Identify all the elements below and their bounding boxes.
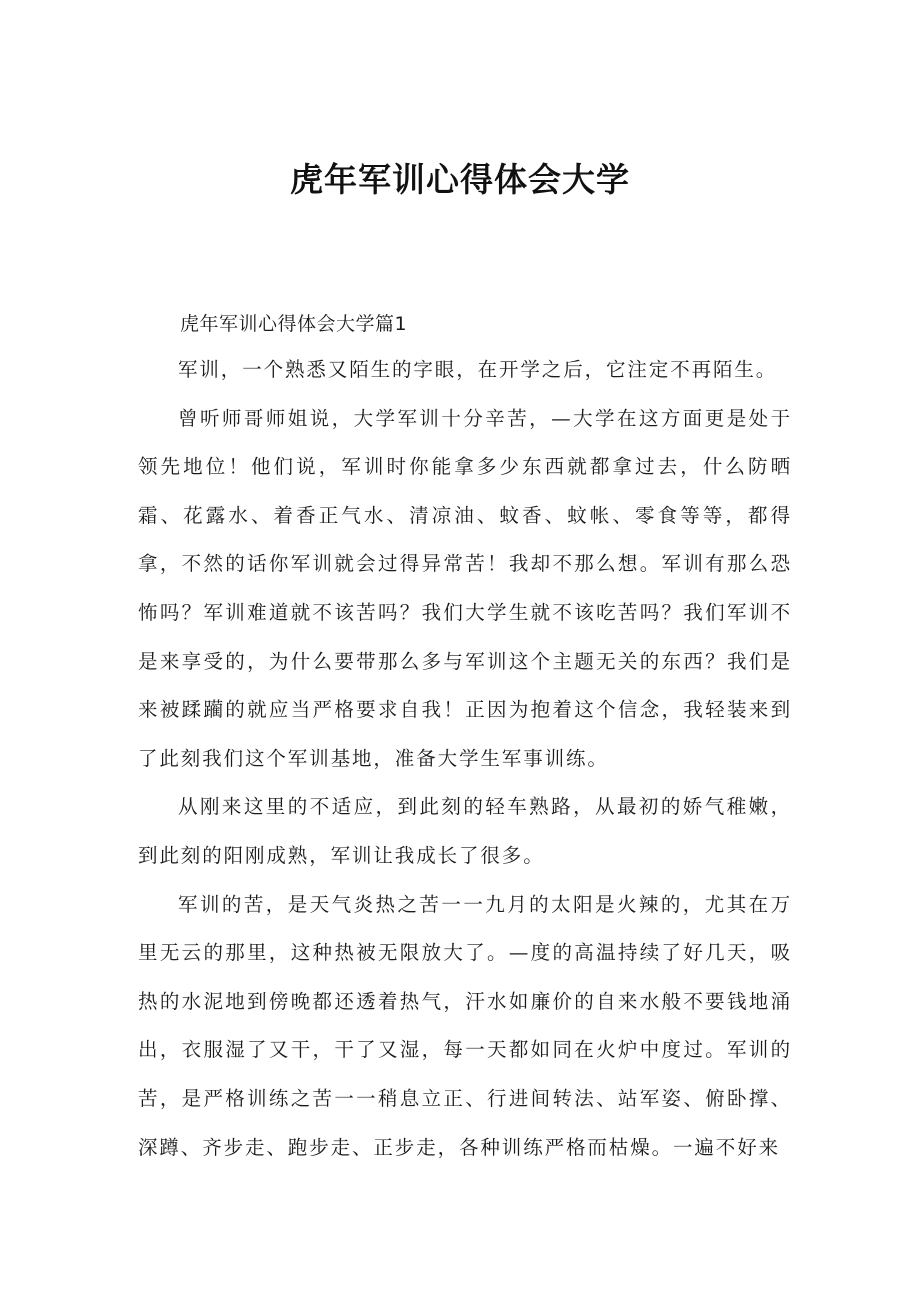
section-heading: 虎年军训心得体会大学篇1	[180, 313, 408, 335]
document-body	[138, 302, 792, 1172]
paragraph: 曾听师哥师姐说，大学军训十分辛苦，—大学在这方面更是处于领先地位！他们说，军训时你能拿多少东西就都拿过去，什么防晒霜、花露水、着香正气水、清凉油、蚊香、蚊帐、零食等等，都得拿，不然的话你军训就会过得异常苦！我却不那么想。军训有那么恐怖吗？军训难道就不该苦吗？我们大学生就不该吃苦吗？我们军训不是来享受的，为什么要带那么多与军训这个主题无关的东西？我们是来被蹂躏的就应当严格要求自我！正因为抱着这个信念，我轻装来到了此刻我们这个军训基地，准备大学生军事训练。	[138, 406, 792, 770]
document-title: 虎年军训心得体会大学	[290, 160, 630, 199]
paragraph: 从刚来这里的不适应，到此刻的轻车熟路，从最初的娇气稚嫩，到此刻的阳刚成熟，军训让我成长了很多。	[138, 795, 792, 867]
paragraph: 军训，一个熟悉又陌生的字眼，在开学之后，它注定不再陌生。	[178, 358, 778, 381]
paragraph: 军训的苦，是天气炎热之苦一一九月的太阳是火辣的，尤其在万里无云的那里，这种热被无限放大了。—度的高温持续了好几天，吸热的水泥地到傍晚都还透着热气，汗水如廉价的自来水般不要钱地涌出，衣服湿了又干，干了又湿，每一天都如同在火炉中度过。军训的苦，是严格训练之苦一一稍息立正、行进间转法、站军姿、俯卧撑、深蹲、齐步走、跑步走、正步走，各种训练严格而枯燥。一遍不好来	[138, 892, 792, 1159]
